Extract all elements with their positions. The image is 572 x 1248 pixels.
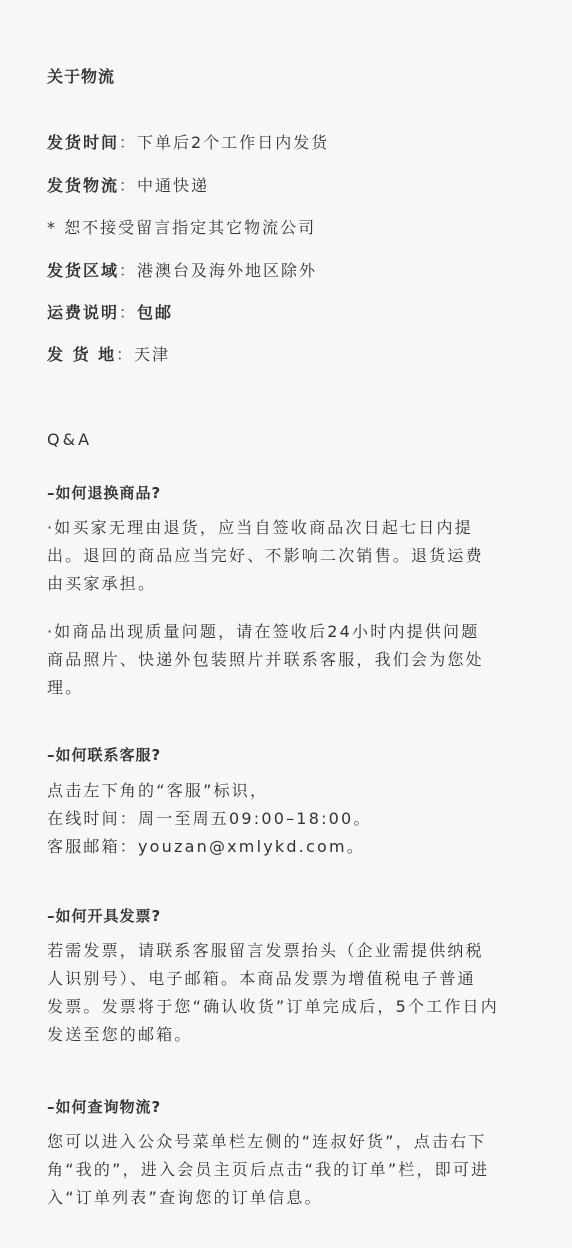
shipping-fee-row: 运费说明：包邮 [47,303,174,322]
ship-origin-row: 发 货 地：天津 [47,345,171,364]
answer-tracking: 您可以进入公众号菜单栏左侧的“连叔好货”，点击右下 角“我的”，进入会员主页后点击“我的订单”栏，即可进 入“订单列表”查询您的订单信息。 [47,1132,490,1207]
courier-row: 发货物流：中通快递 [47,176,210,195]
question-invoice: –如何开具发票? [47,907,162,925]
row-label: 发货物流 [47,176,120,195]
answer-invoice: 若需发票，请联系客服留言发票抬头（企业需提供纳税 人识别号）、电子邮箱。本商品发票为增值税电子普通 发票。发票将于您“确认收货”订单完成后，5个工作日内 发送至您的邮箱。 [47,941,499,1044]
row-value: 下单后2个工作日内发货 [137,133,330,152]
logistics-title: 关于物流 [47,67,116,86]
row-label: 发 货 地 [47,345,117,364]
row-value: 包邮 [137,303,174,322]
qa-title: Q&A [47,430,93,449]
row-label: 运费说明 [47,303,120,322]
row-label: 发货时间 [47,133,120,152]
question-return: –如何退换商品? [47,484,162,502]
question-tracking: –如何查询物流? [47,1098,162,1116]
question-contact: –如何联系客服? [47,746,162,764]
ship-region-row: 发货区域：港澳台及海外地区除外 [47,261,318,280]
answer-return-p2: ·如商品出现质量问题，请在签收后24小时内提供问题 商品照片、快递外包装照片并联系客服，我们会为您处 理。 [47,622,484,697]
row-value: 天津 [134,345,171,364]
row-label: 发货区域 [47,261,120,280]
row-value: 中通快递 [137,176,210,195]
ship-time-row: 发货时间：下单后2个工作日内发货 [47,133,330,152]
courier-note: * 恕不接受留言指定其它物流公司 [47,218,317,237]
answer-return-p1: ·如买家无理由退货，应当自签收商品次日起七日内提 出。退回的商品应当完好、不影响二次销售。退货运费 由买家承担。 [47,518,484,593]
answer-contact: 点击左下角的“客服”标识， 在线时间：周一至周五09:00–18:00。 客服邮箱：youzan@xmlykd.com。 [47,781,372,856]
row-value: 港澳台及海外地区除外 [137,261,318,280]
